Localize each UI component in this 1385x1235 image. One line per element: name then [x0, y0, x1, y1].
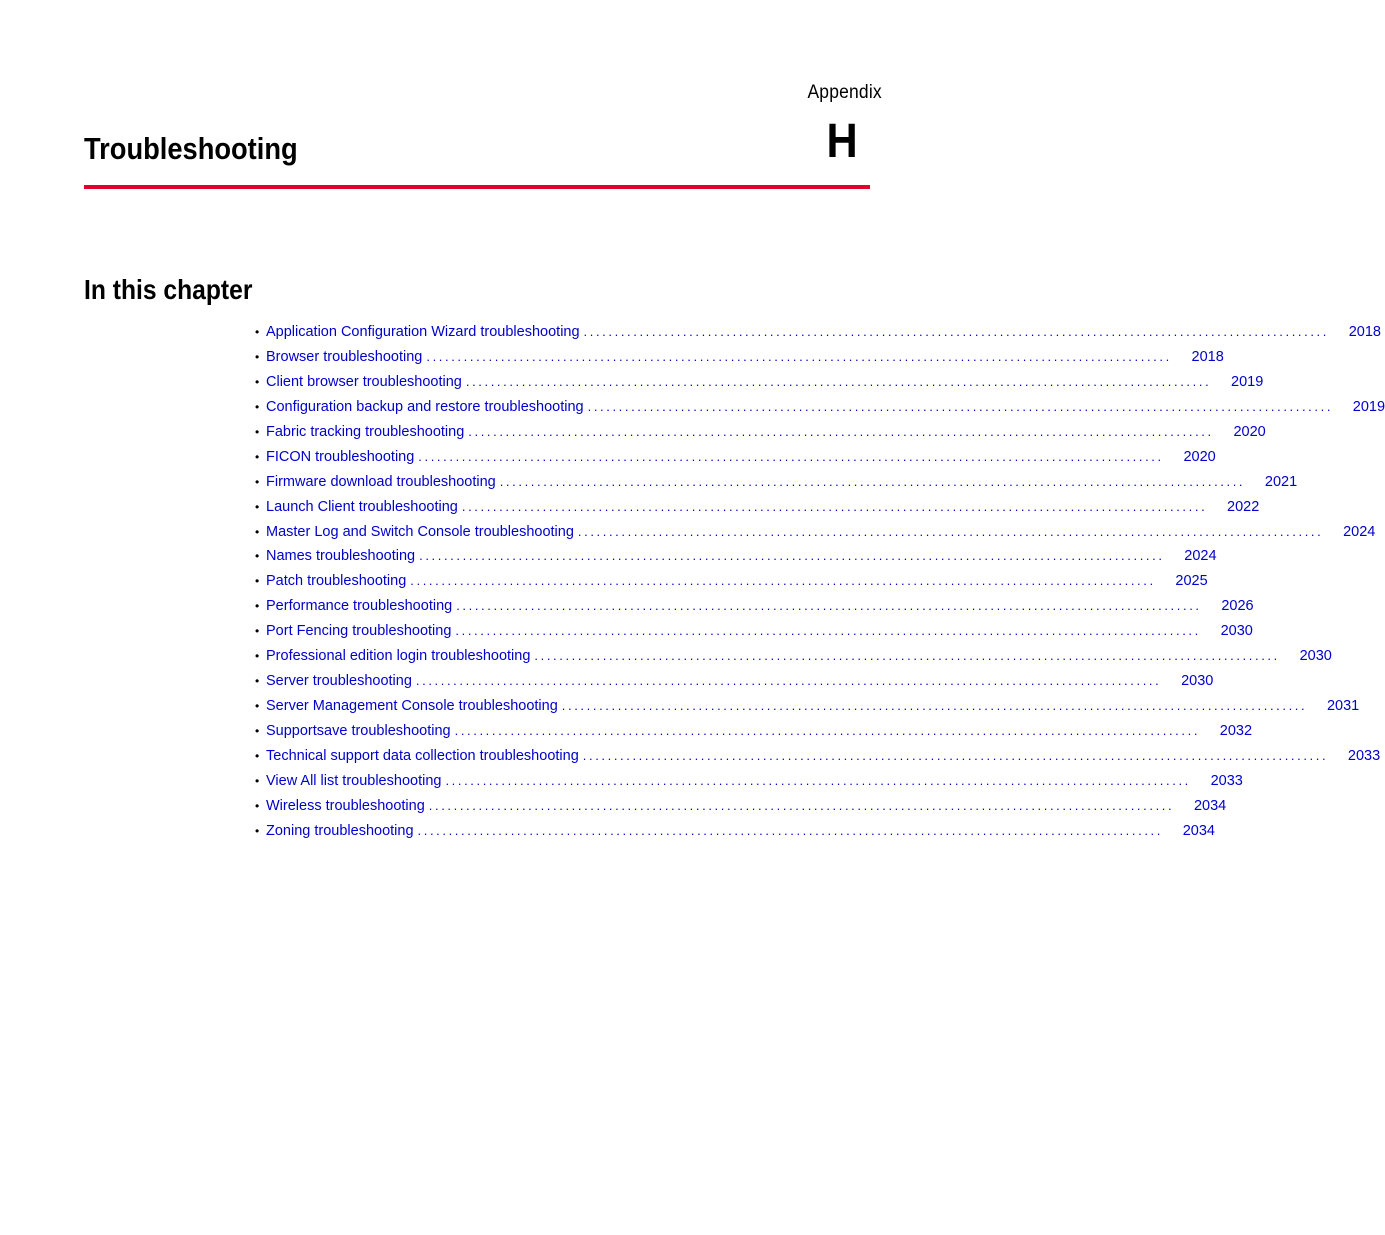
- toc-entry-page[interactable]: 2026: [1221, 598, 1254, 615]
- toc-entry-title[interactable]: Port Fencing troubleshooting: [266, 623, 452, 640]
- bullet-icon: •: [255, 399, 260, 414]
- dot-leader: ........................................................................................................................: [561, 698, 1308, 714]
- dot-leader: ........................................................................................................................: [583, 324, 1329, 339]
- dot-leader: ........................................................................................................................: [410, 573, 1156, 589]
- toc-entry-title[interactable]: Browser troubleshooting: [266, 348, 423, 365]
- dot-leader: ........................................................................................................................: [428, 797, 1175, 813]
- bullet-icon: •: [255, 699, 260, 714]
- appendix-label: Appendix: [807, 82, 882, 103]
- toc-entry-page[interactable]: 2019: [1352, 398, 1385, 415]
- toc-entry-title[interactable]: Client browser troubleshooting: [266, 373, 462, 390]
- title-divider: [84, 185, 870, 189]
- toc-entry[interactable]: [255, 495, 1260, 520]
- toc-entry-page[interactable]: 2022: [1227, 498, 1260, 515]
- toc-entry-page[interactable]: 2024: [1343, 523, 1376, 540]
- toc-entry-page[interactable]: 2019: [1231, 373, 1264, 390]
- toc-entry-title[interactable]: Patch troubleshooting: [266, 573, 407, 590]
- dot-leader: ........................................................................................................................: [468, 423, 1214, 439]
- toc-entry[interactable]: [255, 569, 1208, 594]
- bullet-icon: •: [255, 499, 260, 514]
- toc-entry-title[interactable]: Master Log and Switch Console troubleshooting: [266, 523, 574, 540]
- toc-entry-page[interactable]: 2034: [1193, 797, 1227, 814]
- dot-leader: ........................................................................................................................: [587, 398, 1334, 414]
- toc-entry[interactable]: [255, 345, 1224, 370]
- toc-entry[interactable]: [255, 819, 1215, 844]
- toc-entry[interactable]: [255, 769, 1243, 794]
- toc-entry-title[interactable]: Firmware download troubleshooting: [266, 473, 496, 490]
- toc-entry[interactable]: [255, 694, 1360, 719]
- dot-leader: ........................................................................................................................: [465, 373, 1212, 389]
- section-heading: In this chapter: [84, 274, 253, 305]
- toc-entry-title[interactable]: Names troubleshooting: [266, 548, 416, 565]
- bullet-icon: •: [255, 798, 260, 813]
- toc-entry-title[interactable]: Application Configuration Wizard troubleshooting: [266, 324, 580, 340]
- table-of-contents: [255, 320, 1385, 844]
- dot-leader: ........................................................................................................................: [426, 348, 1172, 364]
- bullet-icon: •: [255, 773, 260, 788]
- dot-leader: ........................................................................................................................: [415, 673, 1162, 689]
- dot-leader: ........................................................................................................................: [577, 523, 1324, 539]
- toc-entry[interactable]: [255, 544, 1217, 569]
- toc-entry-title[interactable]: View All list troubleshooting: [266, 772, 442, 789]
- toc-entry-title[interactable]: Server Management Console troubleshooting: [266, 698, 558, 715]
- toc-entry[interactable]: [255, 744, 1381, 769]
- toc-entry[interactable]: [255, 594, 1254, 619]
- toc-entry-page[interactable]: 2018: [1191, 348, 1224, 365]
- dot-leader: ........................................................................................................................: [419, 548, 1165, 564]
- toc-entry-title[interactable]: Server troubleshooting: [266, 673, 412, 690]
- dot-leader: ........................................................................................................................: [445, 772, 1191, 788]
- dot-leader: ........................................................................................................................: [534, 648, 1280, 664]
- bullet-icon: •: [255, 674, 260, 689]
- dot-leader: ........................................................................................................................: [499, 473, 1246, 489]
- bullet-icon: •: [255, 424, 260, 439]
- appendix-letter: H: [826, 115, 858, 168]
- toc-entry[interactable]: [255, 320, 1381, 345]
- toc-entry[interactable]: [255, 644, 1332, 669]
- bullet-icon: •: [255, 624, 260, 639]
- toc-entry-title[interactable]: Zoning troubleshooting: [266, 822, 414, 839]
- bullet-icon: •: [255, 449, 260, 464]
- toc-entry[interactable]: [255, 719, 1253, 744]
- dot-leader: ........................................................................................................................: [417, 822, 1163, 838]
- dot-leader: ........................................................................................................................: [582, 747, 1329, 763]
- toc-entry-page[interactable]: 2025: [1175, 573, 1208, 590]
- bullet-icon: •: [255, 748, 260, 763]
- bullet-icon: •: [255, 325, 260, 339]
- toc-entry-title[interactable]: Configuration backup and restore troubleshooting: [266, 398, 584, 415]
- toc-entry-page[interactable]: 2034: [1182, 822, 1215, 839]
- toc-entry-title[interactable]: Wireless troubleshooting: [266, 797, 425, 814]
- toc-entry-page[interactable]: 2030: [1220, 623, 1253, 640]
- bullet-icon: •: [255, 599, 260, 614]
- toc-entry[interactable]: [255, 445, 1216, 470]
- toc-entry-page[interactable]: 2024: [1184, 548, 1217, 565]
- bullet-icon: •: [255, 649, 260, 664]
- toc-entry-page[interactable]: 2018: [1348, 324, 1381, 340]
- bullet-icon: •: [255, 549, 260, 564]
- toc-entry-title[interactable]: Fabric tracking troubleshooting: [266, 423, 465, 440]
- toc-entry-page[interactable]: 2021: [1264, 473, 1298, 490]
- bullet-icon: •: [255, 524, 260, 539]
- dot-leader: ........................................................................................................................: [455, 623, 1201, 639]
- toc-entry[interactable]: [255, 669, 1214, 694]
- toc-entry[interactable]: [255, 420, 1266, 445]
- toc-entry-title[interactable]: Supportsave troubleshooting: [266, 723, 451, 739]
- toc-entry[interactable]: [255, 395, 1385, 420]
- toc-entry-title[interactable]: FICON troubleshooting: [266, 448, 415, 465]
- dot-leader: ........................................................................................................................: [461, 498, 1208, 514]
- toc-entry[interactable]: [255, 370, 1264, 395]
- chapter-title: Troubleshooting: [84, 131, 298, 166]
- toc-entry-page[interactable]: 2033: [1347, 747, 1381, 764]
- toc-entry[interactable]: [255, 470, 1298, 495]
- toc-entry-page[interactable]: 2020: [1183, 448, 1216, 465]
- bullet-icon: •: [255, 374, 260, 389]
- bullet-icon: •: [255, 574, 260, 589]
- dot-leader: ........................................................................................................................: [454, 723, 1201, 738]
- bullet-icon: •: [255, 349, 260, 364]
- bullet-icon: •: [255, 474, 260, 489]
- toc-entry-page[interactable]: 2020: [1233, 423, 1266, 440]
- toc-entry-title[interactable]: Technical support data collection troubleshooting: [266, 747, 579, 764]
- toc-entry-title[interactable]: Performance troubleshooting: [266, 598, 453, 615]
- toc-entry-page[interactable]: 2033: [1210, 772, 1243, 789]
- bullet-icon: •: [255, 823, 260, 838]
- dot-leader: ........................................................................................................................: [456, 598, 1202, 614]
- toc-entry[interactable]: [255, 619, 1253, 644]
- bullet-icon: •: [255, 724, 260, 738]
- toc-entry-page[interactable]: 2031: [1326, 698, 1360, 715]
- toc-entry-page[interactable]: 2030: [1181, 673, 1214, 690]
- toc-entry-title[interactable]: Professional edition login troubleshooting: [266, 648, 531, 665]
- toc-entry-page[interactable]: 2030: [1299, 648, 1332, 665]
- toc-entry[interactable]: [255, 520, 1376, 545]
- toc-entry-title[interactable]: Launch Client troubleshooting: [266, 498, 458, 515]
- toc-entry-page[interactable]: 2032: [1219, 723, 1253, 739]
- dot-leader: ........................................................................................................................: [418, 448, 1164, 464]
- toc-entry[interactable]: [255, 794, 1227, 819]
